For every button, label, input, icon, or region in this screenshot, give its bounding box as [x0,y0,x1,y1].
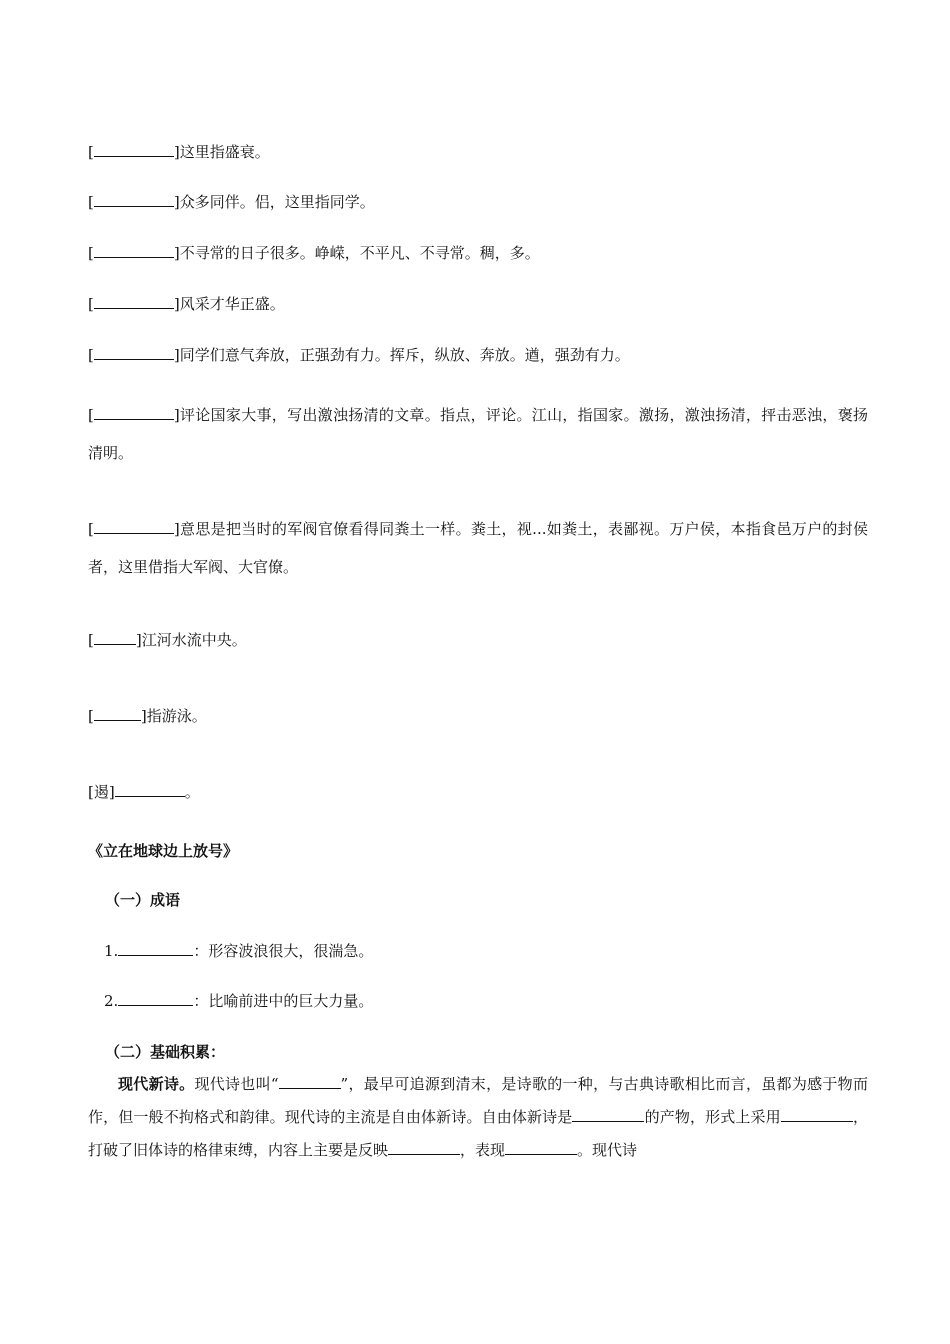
item-text: ：比喻前进中的巨大力量。 [193,992,374,1010]
bracket-open: [ [88,520,94,538]
answer-blank[interactable] [94,402,174,420]
entry-9 [88,701,868,731]
answer-blank[interactable] [94,139,174,157]
entry-1 [88,137,868,167]
entry-6 [88,396,868,472]
bracket-close: ] [173,406,180,424]
entry-7 [88,510,868,586]
paragraph-text: ，表现 [460,1141,506,1159]
entry-text: 意思是把当时的军阀官僚看得同粪土一样。粪土，视...如粪土，表鄙视。万户侯，本指食邑万户的封侯者，这里借指大军阀、大官僚。 [88,520,868,576]
answer-blank[interactable] [94,627,136,645]
answer-blank[interactable] [94,703,141,721]
answer-blank[interactable] [279,1071,341,1089]
entry-text: 众多同伴。侣，这里指同学。 [179,193,375,211]
paragraph-text: ”，最早可追源到清末，是诗歌的一种，与古典诗歌相比而言，虽都为感于物而作，但一般不拘格式和韵律。现代诗的主流是自由体新诗。自由体新诗是 [88,1075,868,1126]
answer-blank[interactable] [118,938,193,956]
item-number: 2. [104,992,119,1010]
entry-text: 不寻常的日子很多。峥嵘，不平凡、不寻常。稠，多。 [179,244,540,262]
bracket-open: [ [88,193,94,211]
paragraph-text: 的产物，形式上采用 [644,1108,781,1126]
bracket-open: [ [88,346,94,364]
basics-paragraph [88,1068,868,1167]
bracket-open: [ [88,406,94,424]
entry-text: 同学们意气奔放，正强劲有力。挥斥，纵放、奔放。遒，强劲有力。 [179,346,630,364]
answer-blank[interactable] [94,240,174,258]
answer-blank[interactable] [781,1104,853,1122]
entry-text: 风采才华正盛。 [179,295,285,313]
paragraph-text: ，打破了旧体诗的格律束缚，内容上主要是反映 [88,1108,868,1159]
bracket-open: [ [88,244,94,262]
bracket-close: ] [173,295,180,313]
answer-blank[interactable] [94,342,174,360]
bracket-close: ] [173,193,180,211]
entry-text: 这里指盛衰。 [179,143,270,161]
entry-2 [88,187,868,217]
paragraph-text: 现代诗也叫“ [194,1075,279,1093]
section-title: 《立在地球边上放号》 [88,842,239,860]
entry-text: 评论国家大事，写出激浊扬清的文章。指点，评论。江山，指国家。激扬，激浊扬清，抨击恶浊，褒扬清明。 [88,406,868,462]
answer-blank[interactable] [572,1104,644,1122]
entry-4 [88,289,868,319]
bracket-open: [ [88,707,94,725]
entry-suffix: 。 [184,783,200,801]
bracket-close: ] [135,631,142,649]
answer-blank[interactable] [94,189,174,207]
bracket-close: ] [140,707,147,725]
paragraph-lead: 现代新诗。 [118,1075,195,1093]
entry-10 [88,777,868,807]
entry-prefix: [遏] [88,783,115,801]
idioms-heading: （一）成语 [105,891,181,909]
entry-8 [88,625,868,655]
item-number: 1. [104,942,119,960]
idiom-item-2 [104,986,373,1016]
entry-5 [88,340,868,370]
basics-heading: （二）基础积累： [105,1043,226,1061]
idiom-item-1 [104,936,373,966]
item-text: ：形容波浪很大，很湍急。 [193,942,374,960]
answer-blank[interactable] [388,1137,460,1155]
bracket-close: ] [173,346,180,364]
bracket-open: [ [88,143,94,161]
bracket-close: ] [173,520,180,538]
paragraph-text: 。现代诗 [577,1141,638,1159]
bracket-open: [ [88,295,94,313]
bracket-close: ] [173,143,180,161]
entry-text: 江河水流中央。 [141,631,247,649]
bracket-open: [ [88,631,94,649]
answer-blank[interactable] [94,516,174,534]
answer-blank[interactable] [118,988,193,1006]
answer-blank[interactable] [94,291,174,309]
answer-blank[interactable] [115,779,185,797]
answer-blank[interactable] [505,1137,577,1155]
bracket-close: ] [173,244,180,262]
entry-3 [88,238,868,268]
entry-text: 指游泳。 [146,707,207,725]
